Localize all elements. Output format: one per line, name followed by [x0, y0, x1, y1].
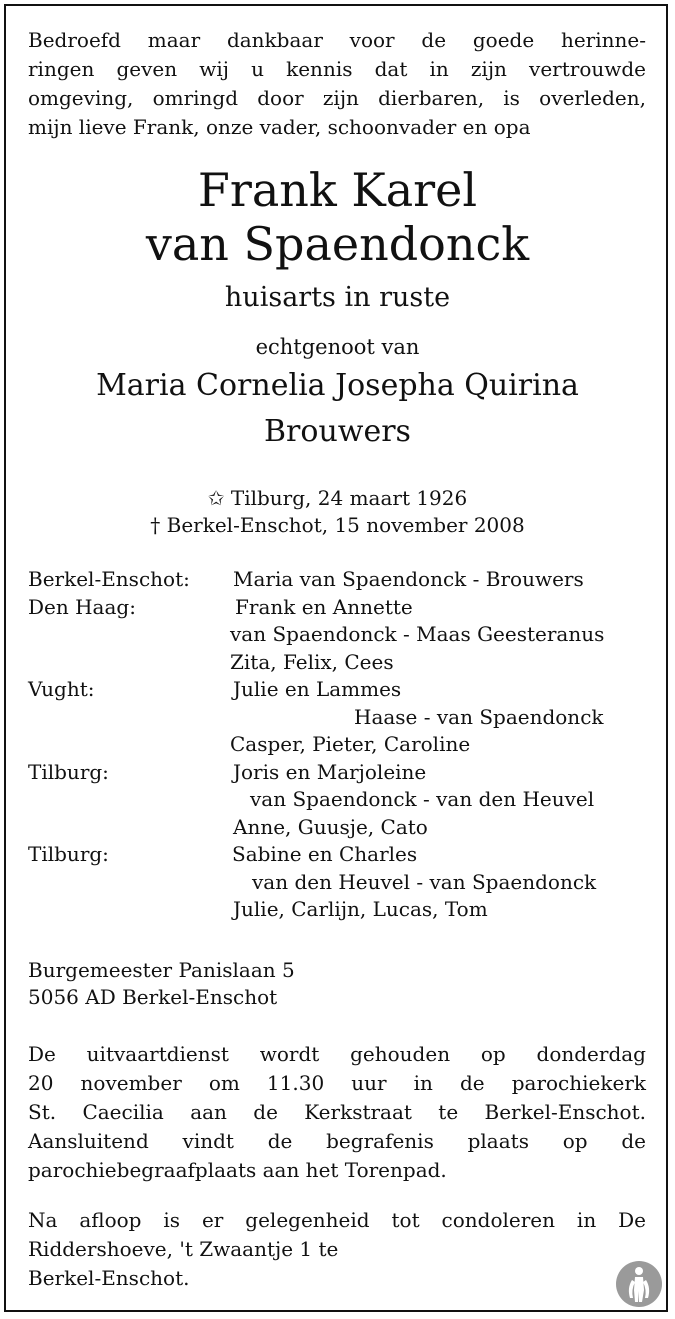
- family-place: Den Haag:: [28, 594, 136, 619]
- figure-emblem-icon: [615, 1260, 663, 1308]
- family-member: van den Heuvel - van Spaendonck: [252, 869, 597, 894]
- family-member: Frank en Annette: [235, 594, 413, 619]
- intro-paragraph: [28, 26, 646, 142]
- service-line: Aansluitend vindt de begrafenis plaats op de: [28, 1129, 646, 1153]
- family-member: Casper, Pieter, Caroline: [230, 732, 471, 756]
- service-line: 20 november om 11.30 uur in de parochiekerk: [28, 1071, 646, 1095]
- address-city: 5056 AD Berkel-Enschot: [28, 985, 278, 1009]
- service-line: parochiebegraafplaats aan het Torenpad.: [28, 1158, 447, 1182]
- condolence-line: Berkel-Enschot.: [28, 1266, 190, 1290]
- family-member: van Spaendonck - Maas Geesteranus: [230, 622, 605, 646]
- intro-line: ringen geven wij u kennis dat in zijn vertrouwde: [28, 57, 646, 81]
- intro-line: omgeving, omringd door zijn dierbaren, is overleden,: [28, 86, 646, 110]
- family-place: Berkel-Enschot:: [28, 567, 190, 591]
- family-member: Maria van Spaendonck - Brouwers: [233, 567, 584, 591]
- intro-line: mijn lieve Frank, onze vader, schoonvader en opa: [28, 115, 531, 139]
- family-place: Tilburg:: [28, 842, 109, 866]
- condolence-line: Riddershoeve, 't Zwaantje 1 te: [28, 1237, 339, 1261]
- family-member: Julie, Carlijn, Lucas, Tom: [233, 897, 488, 921]
- spouse-name-line2: Brouwers: [264, 414, 411, 449]
- address-street: Burgemeester Panislaan 5: [28, 958, 295, 982]
- family-member: Julie en Lammes: [233, 677, 402, 701]
- condolence-line: Na afloop is er gelegenheid tot condoleren in De: [28, 1208, 646, 1232]
- spouse-label: echtgenoot van: [255, 335, 420, 359]
- family-member: Joris en Marjoleine: [233, 759, 427, 784]
- service-paragraph: [28, 1040, 646, 1185]
- death-date: † Berkel-Enschot, 15 november 2008: [150, 513, 525, 537]
- deceased-name-line1: Frank Karel: [197, 163, 478, 217]
- service-line: De uitvaartdienst wordt gehouden op donderdag: [28, 1042, 646, 1066]
- deceased-profession: huisarts in ruste: [224, 282, 451, 313]
- deceased-name-line2: van Spaendonck: [145, 217, 530, 271]
- address-block: [28, 957, 295, 1011]
- family-place: Vught:: [28, 677, 95, 701]
- service-line: St. Caecilia aan de Kerkstraat te Berkel-Enschot.: [28, 1100, 646, 1124]
- family-member: Sabine en Charles: [232, 842, 418, 866]
- spouse-name-line1: Maria Cornelia Josepha Quirina: [96, 368, 579, 403]
- condolence-paragraph: [28, 1206, 646, 1293]
- family-member: van Spaendonck - van den Heuvel: [250, 787, 595, 811]
- family-member: Anne, Guusje, Cato: [233, 814, 428, 839]
- birth-date: ✩ Tilburg, 24 maart 1926: [207, 486, 468, 510]
- family-member: Haase - van Spaendonck: [354, 704, 604, 729]
- family-member: Zita, Felix, Cees: [230, 649, 394, 674]
- intro-line: Bedroefd maar dankbaar voor de goede herinne-: [28, 28, 646, 52]
- family-place: Tilburg:: [28, 759, 109, 784]
